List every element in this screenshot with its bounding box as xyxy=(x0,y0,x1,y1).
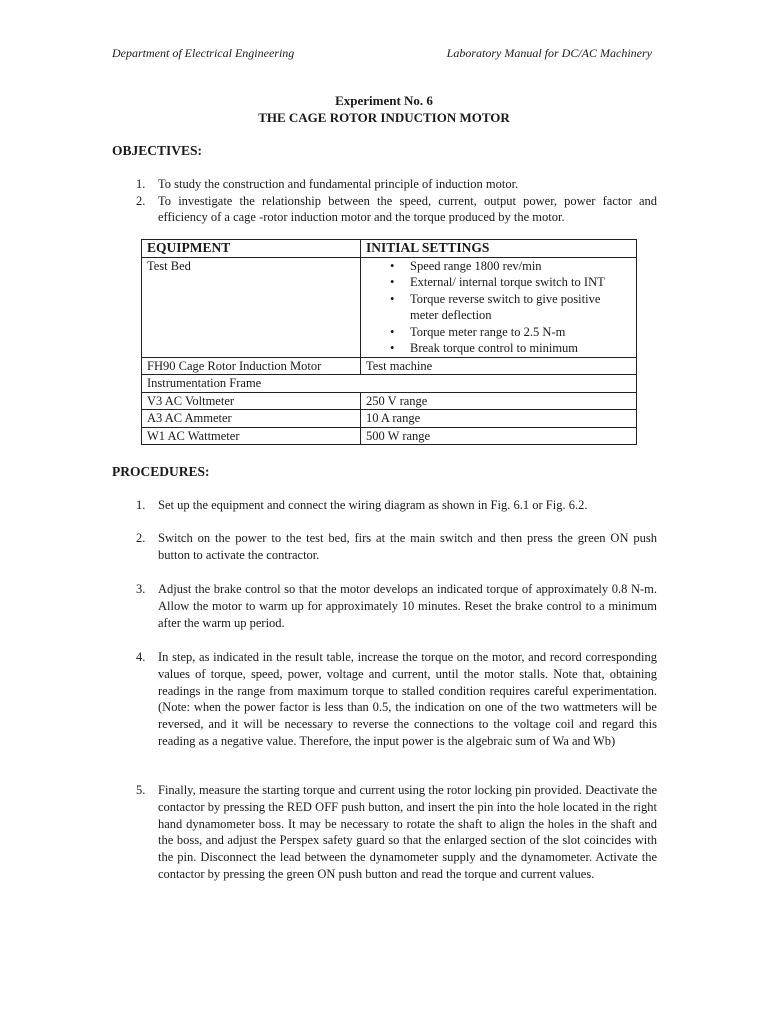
objective-text: To study the construction and fundamental principle of induction motor. xyxy=(158,177,519,191)
equipment-cell: A3 AC Ammeter xyxy=(142,410,361,428)
objective-item xyxy=(112,176,657,193)
procedure-step xyxy=(112,782,657,883)
objectives-heading: OBJECTIVES: xyxy=(112,143,203,158)
objective-number: 2. xyxy=(136,193,146,208)
equipment-column-header: EQUIPMENT xyxy=(142,240,361,258)
step-text: Set up the equipment and connect the wiring diagram as shown in Fig. 6.1 or Fig. 6.2. xyxy=(158,498,588,512)
settings-column-header: INITIAL SETTINGS xyxy=(361,240,637,258)
settings-cell: Test machine xyxy=(361,357,637,375)
settings-cell: 500 W range xyxy=(361,427,637,445)
equipment-cell: V3 AC Voltmeter xyxy=(142,392,361,410)
step-text: Adjust the brake control so that the motor develops an indicated torque of approximately 0.8 N-m. Allow the motor to warm up for approximately 10 minutes. Reset the brake control to a minimum after the warm up period. xyxy=(158,582,657,630)
equipment-cell: Instrumentation Frame xyxy=(142,375,637,393)
settings-cell xyxy=(361,257,637,357)
experiment-title: THE CAGE ROTOR INDUCTION MOTOR xyxy=(258,110,510,125)
equipment-cell: FH90 Cage Rotor Induction Motor xyxy=(142,357,361,375)
equipment-cell: Test Bed xyxy=(142,257,361,357)
setting-text: Speed range 1800 rev/min xyxy=(410,258,542,273)
objectives-list xyxy=(112,176,657,226)
table-row xyxy=(142,257,637,357)
settings-cell: 10 A range xyxy=(361,410,637,428)
table-row xyxy=(142,375,637,393)
setting-text: Torque meter range to 2.5 N-m xyxy=(410,324,566,339)
table-row xyxy=(142,357,637,375)
objective-item xyxy=(112,193,657,226)
experiment-number: Experiment No. 6 xyxy=(335,93,433,108)
table-row xyxy=(142,427,637,445)
procedure-step xyxy=(112,649,657,750)
setting-text: Torque reverse switch to give positive meter deflection xyxy=(410,291,601,322)
bullet-icon: • xyxy=(390,258,395,273)
table-row xyxy=(142,410,637,428)
header-department: Department of Electrical Engineering xyxy=(112,46,295,60)
step-number: 3. xyxy=(136,582,146,596)
settings-list-item xyxy=(390,340,631,357)
setting-text: Break torque control to minimum xyxy=(410,341,579,355)
step-number: 4. xyxy=(136,650,146,664)
step-number: 2. xyxy=(136,531,146,545)
bullet-icon: • xyxy=(390,275,395,289)
equipment-cell: W1 AC Wattmeter xyxy=(142,427,361,445)
step-text: Switch on the power to the test bed, firs at the main switch and then press the green ON push button to activate the contractor. xyxy=(158,531,657,562)
procedure-step xyxy=(112,581,657,631)
bullet-icon: • xyxy=(390,324,395,339)
settings-list-item xyxy=(390,324,631,341)
procedure-step xyxy=(112,530,657,564)
step-number: 5. xyxy=(136,783,146,797)
setting-text: External/ internal torque switch to INT xyxy=(410,275,605,289)
step-text: In step, as indicated in the result table, increase the torque on the motor, and record corresponding values of torque, speed, power, voltage and current, until the motor stalls. Note that, obtaining readings in the range from maximum torque to stalled condition requires careful experimentation. (Note: when the power factor is less than 0.5, the indication on one of the two wattmeters will be reversed, and it will be necessary to reverse the connections to the voltage coil and regard this reading as a negative value. Therefore, the input power is the algebraic sum of Wa and Wb) xyxy=(158,650,657,748)
procedure-step xyxy=(112,497,657,514)
step-text: Finally, measure the starting torque and current using the rotor locking pin provided. Deactivate the contactor by pressing the RED OFF push button, and insert the pin into the hole located in the right hand dynamometer boss. It may be necessary to rotate the shaft to align the holes in the shaft and the boss, and adjust the Perspex safety guard so that the enlarged section of the slot coincides with the pin. Disconnect the lead between the dynamometer supply and the dynamometer. Activate the contactor by pressing the green ON push button and read the torque and current values. xyxy=(158,783,657,881)
settings-list xyxy=(366,258,631,357)
bullet-icon: • xyxy=(390,341,395,355)
objective-text: To investigate the relationship between the speed, current, output power, power factor and efficiency of a cage -rotor induction motor and the torque produced by the motor. xyxy=(158,193,657,224)
table-header-row xyxy=(142,240,637,258)
bullet-icon: • xyxy=(390,291,395,306)
procedures-heading: PROCEDURES: xyxy=(112,464,210,479)
settings-list-item xyxy=(390,291,631,324)
objective-number: 1. xyxy=(136,177,146,191)
table-row xyxy=(142,392,637,410)
settings-cell: 250 V range xyxy=(361,392,637,410)
settings-list-item xyxy=(390,258,631,275)
step-number: 1. xyxy=(136,498,146,512)
header-manual-title: Laboratory Manual for DC/AC Machinery xyxy=(446,46,652,60)
settings-list-item xyxy=(390,274,631,291)
equipment-table xyxy=(141,239,637,445)
